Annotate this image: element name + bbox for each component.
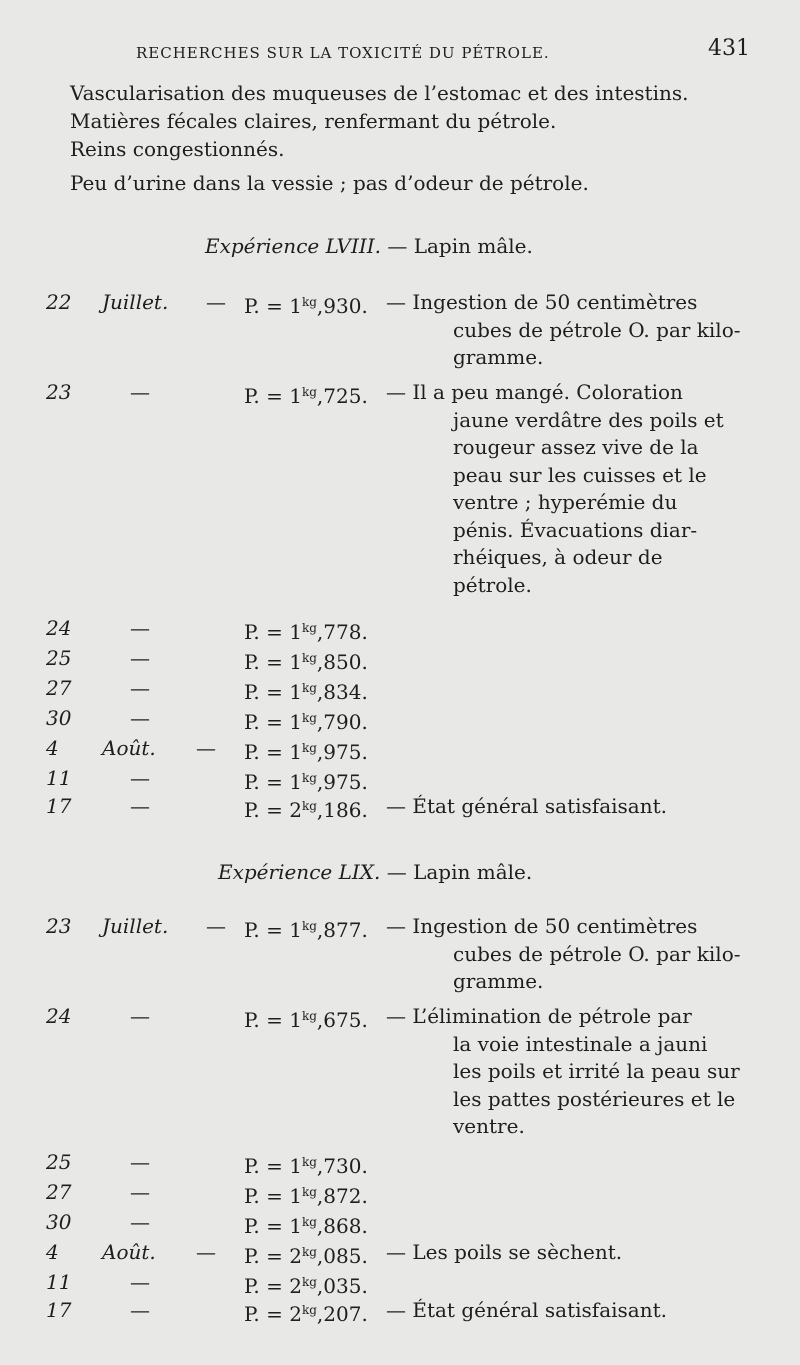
weight-value <box>244 1148 368 1180</box>
observation-note-line: gramme. <box>453 345 544 369</box>
observation-note-line: peau sur les cuisses et le <box>453 462 707 487</box>
date-day: 17 <box>46 794 72 818</box>
weight-value <box>244 1296 368 1328</box>
weight-value <box>244 614 368 646</box>
weight-prefix: P. = 1 <box>244 918 302 942</box>
ditto-dash: — <box>130 676 150 700</box>
weight-prefix: P. = 2 <box>244 798 302 822</box>
weight-prefix: P. = 1 <box>244 1154 302 1178</box>
weight-prefix: P. = 1 <box>244 294 302 318</box>
measurement-row <box>0 704 800 732</box>
weight-decimals: ,834. <box>316 680 368 704</box>
observation-note-line: gramme. <box>453 969 544 993</box>
weight-prefix: P. = 1 <box>244 1184 302 1208</box>
observation-note-line: jaune verdâtre des poils et <box>453 407 724 432</box>
weight-decimals: ,778. <box>316 620 368 644</box>
ditto-dash: — <box>130 1298 150 1322</box>
weight-unit: kg <box>301 385 317 399</box>
observation-note-line: — Ingestion de 50 centimètres <box>386 290 698 314</box>
weight-unit: kg <box>301 741 317 755</box>
date-day: 23 <box>46 914 72 938</box>
weight-unit: kg <box>301 1009 317 1023</box>
weight-decimals: ,207. <box>316 1302 368 1326</box>
ditto-dash: — <box>196 1240 216 1264</box>
date-day: 25 <box>46 1150 72 1174</box>
experiment-59-title <box>218 860 532 884</box>
weight-prefix: P. = 1 <box>244 384 302 408</box>
date-day: 22 <box>46 290 72 314</box>
ditto-dash: — <box>130 1210 150 1234</box>
date-day: 24 <box>46 1004 72 1028</box>
observation-note-line: — État général satisfaisant. <box>386 794 667 818</box>
weight-decimals: ,868. <box>316 1214 368 1238</box>
observation-note-line: pénis. Évacuations diar- <box>453 517 698 542</box>
weight-unit: kg <box>301 1245 317 1259</box>
weight-value <box>244 288 368 320</box>
weight-unit: kg <box>301 919 317 933</box>
date-day: 24 <box>46 616 72 640</box>
weight-prefix: P. = 1 <box>244 1008 302 1032</box>
weight-prefix: P. = 2 <box>244 1302 302 1326</box>
weight-unit: kg <box>301 771 317 785</box>
observation-note-line: — Ingestion de 50 centimètres <box>386 914 698 938</box>
weight-decimals: ,877. <box>316 918 368 942</box>
date-day: 27 <box>46 1180 72 1204</box>
weight-prefix: P. = 2 <box>244 1274 302 1298</box>
date-month: Août. <box>102 736 156 760</box>
observation-note-line: pétrole. <box>453 572 532 597</box>
observation-note-line: ventre ; hyperémie du <box>453 490 678 514</box>
observation-note-line: cubes de pétrole O. par kilo- <box>453 941 741 966</box>
measurement-row <box>0 674 800 702</box>
weight-prefix: P. = 1 <box>244 1214 302 1238</box>
date-month: Juillet. <box>102 290 169 314</box>
date-month: Août. <box>102 1240 156 1264</box>
observation-note-line: — État général satisfaisant. <box>386 1298 667 1322</box>
weight-unit: kg <box>301 1275 317 1289</box>
weight-value <box>244 674 368 706</box>
experiment-58-title-italic: Expérience LVIII. <box>205 234 381 258</box>
observation-note-line: les poils et irrité la peau sur <box>453 1059 740 1083</box>
weight-decimals: ,975. <box>316 740 368 764</box>
weight-decimals: ,730. <box>316 1154 368 1178</box>
date-day: 27 <box>46 676 72 700</box>
observation-note-line: les pattes postérieures et le <box>453 1086 736 1111</box>
intro-line: Matières fécales claires, renfermant du pétrole. <box>70 109 557 133</box>
date-day: 17 <box>46 1298 72 1322</box>
weight-value <box>244 378 368 410</box>
weight-prefix: P. = 1 <box>244 740 302 764</box>
weight-value <box>244 1208 368 1240</box>
weight-unit: kg <box>301 799 317 813</box>
ditto-dash: — <box>130 706 150 730</box>
weight-value <box>244 1178 368 1210</box>
measurement-row <box>0 644 800 672</box>
weight-prefix: P. = 1 <box>244 710 302 734</box>
page-number: 431 <box>708 36 750 61</box>
weight-decimals: ,975. <box>316 770 368 794</box>
ditto-dash: — <box>130 766 150 790</box>
weight-unit: kg <box>301 1215 317 1229</box>
ditto-dash: — <box>206 914 226 938</box>
date-day: 11 <box>46 766 72 790</box>
date-day: 30 <box>46 706 72 730</box>
experiment-58-title <box>205 234 533 258</box>
weight-prefix: P. = 1 <box>244 620 302 644</box>
weight-prefix: P. = 1 <box>244 680 302 704</box>
intro-line: Peu d’urine dans la vessie ; pas d’odeur de pétrole. <box>70 171 589 195</box>
date-day: 30 <box>46 1210 72 1234</box>
weight-value <box>244 734 368 766</box>
experiment-58-title-rest: — Lapin mâle. <box>381 234 533 258</box>
weight-unit: kg <box>301 295 317 309</box>
weight-decimals: ,186. <box>316 798 368 822</box>
ditto-dash: — <box>130 1004 150 1028</box>
ditto-dash: — <box>130 794 150 818</box>
weight-decimals: ,872. <box>316 1184 368 1208</box>
ditto-dash: — <box>130 1150 150 1174</box>
weight-unit: kg <box>301 1303 317 1317</box>
observation-note-line: ventre. <box>453 1114 525 1138</box>
weight-unit: kg <box>301 1155 317 1169</box>
weight-prefix: P. = 2 <box>244 1244 302 1268</box>
ditto-dash: — <box>130 646 150 670</box>
ditto-dash: — <box>130 1270 150 1294</box>
measurement-row <box>0 1208 800 1236</box>
date-day: 4 <box>46 1240 59 1264</box>
experiment-59-title-italic: Expérience LIX. <box>218 860 381 884</box>
weight-value <box>244 704 368 736</box>
measurement-row <box>0 614 800 642</box>
weight-value <box>244 912 368 944</box>
measurement-row <box>0 764 800 792</box>
intro-line: Vascularisation des muqueuses de l’estomac et des intestins. <box>70 81 689 105</box>
weight-unit: kg <box>301 1185 317 1199</box>
weight-decimals: ,850. <box>316 650 368 674</box>
measurement-row <box>0 734 800 762</box>
observation-note-line: rhéiques, à odeur de <box>453 545 663 569</box>
weight-decimals: ,675. <box>316 1008 368 1032</box>
weight-prefix: P. = 1 <box>244 650 302 674</box>
date-day: 25 <box>46 646 72 670</box>
observation-note-line: — L’élimination de pétrole par <box>386 1004 692 1028</box>
observation-note-line: rougeur assez vive de la <box>453 435 699 459</box>
weight-decimals: ,725. <box>316 384 368 408</box>
experiment-59-title-rest: — Lapin mâle. <box>380 860 533 884</box>
intro-line: Reins congestionnés. <box>70 137 285 161</box>
weight-value <box>244 1002 368 1034</box>
ditto-dash: — <box>130 1180 150 1204</box>
date-day: 4 <box>46 736 59 760</box>
weight-decimals: ,035. <box>316 1274 368 1298</box>
observation-note-line: — Les poils se sèchent. <box>386 1240 623 1264</box>
date-day: 11 <box>46 1270 72 1294</box>
weight-unit: kg <box>301 621 317 635</box>
weight-value <box>244 644 368 676</box>
observation-note-line: la voie intestinale a jauni <box>453 1031 708 1056</box>
weight-value <box>244 792 368 824</box>
ditto-dash: — <box>196 736 216 760</box>
weight-decimals: ,930. <box>316 294 368 318</box>
ditto-dash: — <box>130 616 150 640</box>
ditto-dash: — <box>130 380 150 404</box>
date-day: 23 <box>46 380 72 404</box>
weight-unit: kg <box>301 711 317 725</box>
observation-note-line: cubes de pétrole O. par kilo- <box>453 317 741 342</box>
measurement-row <box>0 1268 800 1296</box>
observation-note-line: — Il a peu mangé. Coloration <box>386 380 683 404</box>
date-month: Juillet. <box>102 914 169 938</box>
weight-unit: kg <box>301 681 317 695</box>
weight-decimals: ,085. <box>316 1244 368 1268</box>
weight-value <box>244 1238 368 1270</box>
measurement-row <box>0 1178 800 1206</box>
ditto-dash: — <box>206 290 226 314</box>
weight-decimals: ,790. <box>316 710 368 734</box>
weight-prefix: P. = 1 <box>244 770 302 794</box>
running-title: RECHERCHES SUR LA TOXICITÉ DU PÉTROLE. <box>136 44 550 62</box>
weight-unit: kg <box>301 651 317 665</box>
measurement-row <box>0 1148 800 1176</box>
